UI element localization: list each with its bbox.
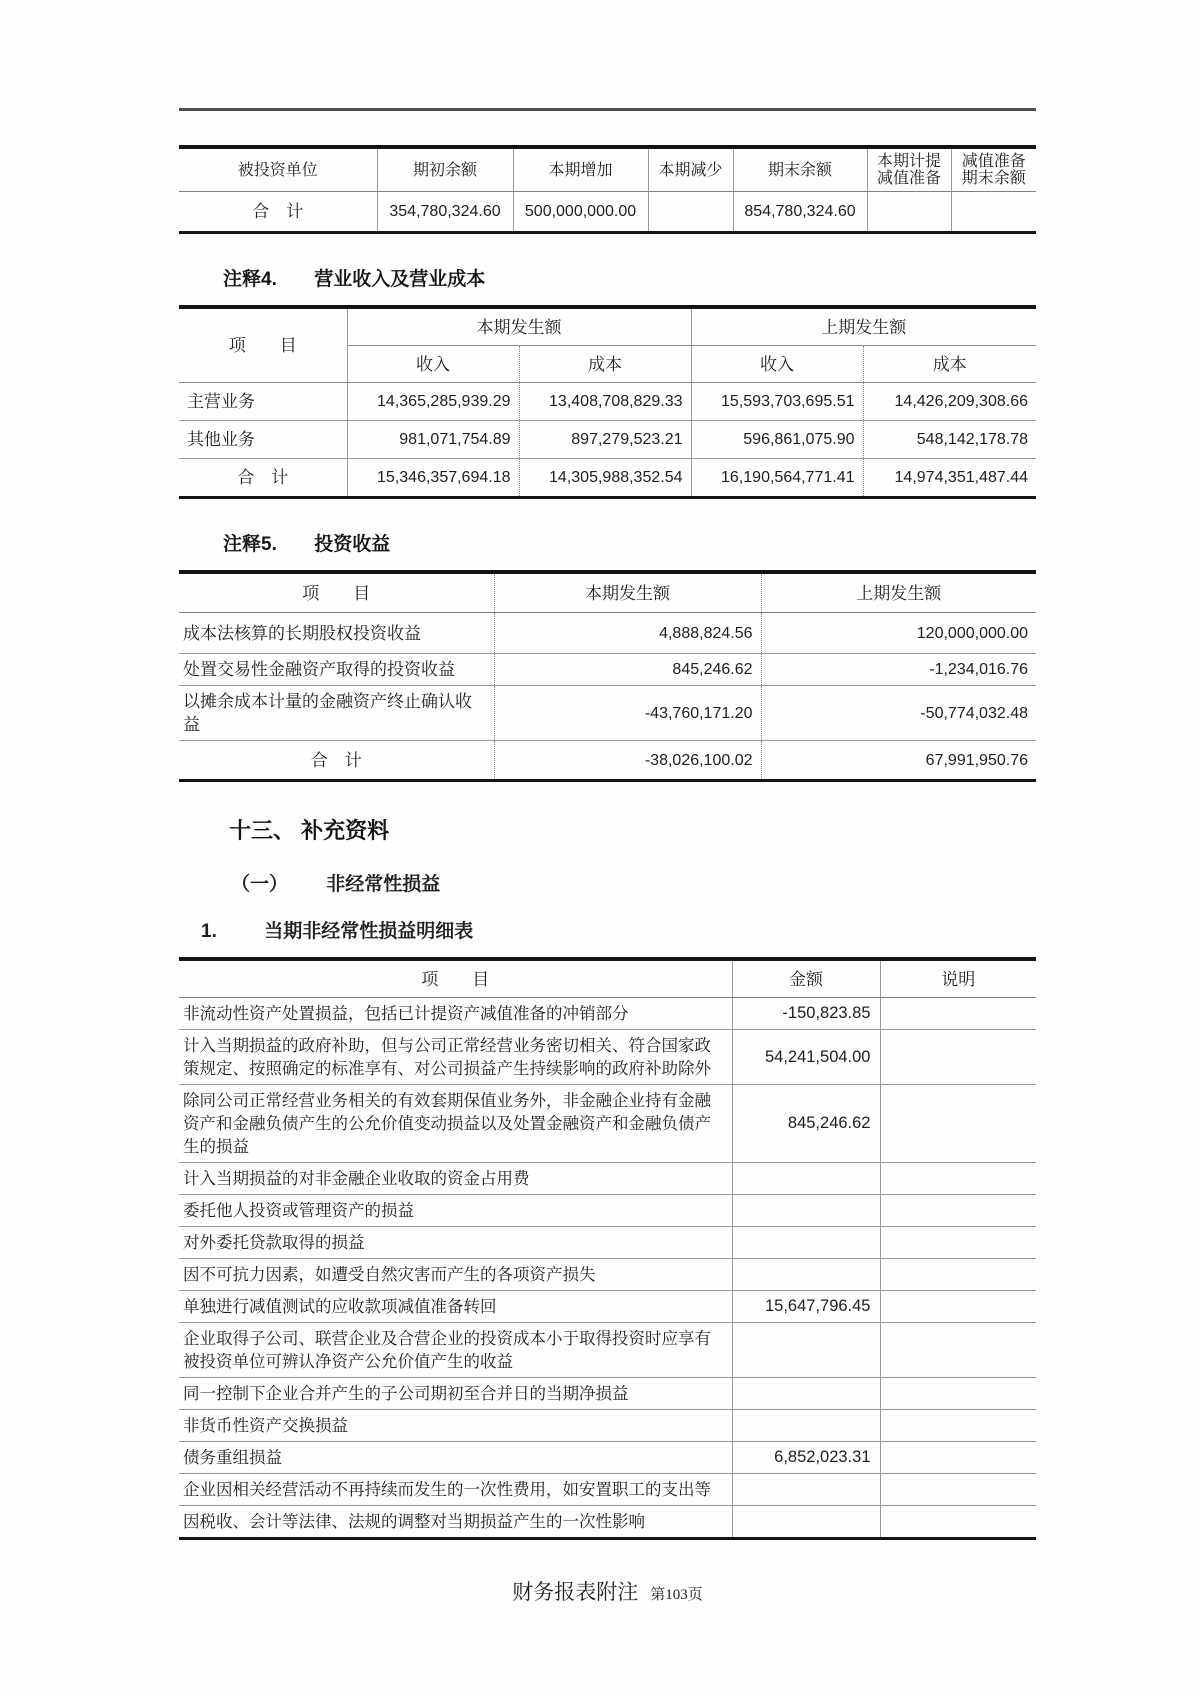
table-row-total (179, 741, 1036, 781)
item-label: 除同公司正常经营业务相关的有效套期保值业务外，非金融企业持有金融资产和金融负债产生的公允价值变动损益以及处置金融资产和金融负债产生的损益 (179, 1085, 732, 1163)
table-row (179, 613, 1036, 654)
note-value (880, 1259, 1036, 1291)
increase-value: 500,000,000.00 (513, 192, 648, 233)
col-ending-balance: 期末余额 (733, 147, 867, 192)
note-value (880, 1442, 1036, 1474)
note4-title: 营业收入及营业成本 (314, 269, 486, 290)
table-row (179, 1506, 1036, 1539)
prior-cost-total: 14,974,351,487.44 (863, 459, 1036, 498)
sub2-title: 当期非经常性损益明细表 (264, 921, 474, 942)
col-current-period: 本期发生额 (494, 572, 761, 613)
table-row (179, 686, 1036, 741)
amount-value (732, 1410, 880, 1442)
ending-balance-value: 854,780,324.60 (733, 192, 867, 233)
amount-value (732, 1259, 880, 1291)
prior-income-value: 15,593,703,695.51 (691, 383, 863, 421)
item-label: 同一控制下企业合并产生的子公司期初至合并日的当期净损益 (179, 1378, 732, 1410)
item-label: 对外委托贷款取得的损益 (179, 1227, 732, 1259)
current-cost-value: 13,408,708,829.33 (519, 383, 691, 421)
amount-value: -150,823.85 (732, 998, 880, 1030)
col-endprov-line1: 减值准备 (961, 153, 1026, 170)
item-label: 单独进行减值测试的应收款项减值准备转回 (179, 1291, 732, 1323)
col-endprov-line2: 期末余额 (961, 170, 1026, 187)
item-label: 债务重组损益 (179, 1442, 732, 1474)
table-row (179, 1378, 1036, 1410)
note-value (880, 1410, 1036, 1442)
current-income-total: 15,346,357,694.18 (347, 459, 519, 498)
ending-provision-value (951, 192, 1036, 233)
prior-cost-value: 14,426,209,308.66 (863, 383, 1036, 421)
section13-sub1-heading (231, 869, 1036, 896)
amount-value: 6,852,023.31 (732, 1442, 880, 1474)
table-row (179, 1291, 1036, 1323)
sub2-number: 1. (201, 921, 217, 942)
table-row (179, 1474, 1036, 1506)
col-current-decrease: 本期减少 (648, 147, 733, 192)
table-row-main-business (179, 383, 1036, 421)
item-label: 计入当期损益的对非金融企业收取的资金占用费 (179, 1163, 732, 1195)
group-current-period: 本期发生额 (347, 307, 691, 346)
section13-sub2-heading (201, 916, 1036, 943)
table-header-row (179, 147, 1036, 192)
table-row-total (179, 192, 1036, 233)
amount-value: 15,647,796.45 (732, 1291, 880, 1323)
item-label: 委托他人投资或管理资产的损益 (179, 1195, 732, 1227)
col-amount: 金额 (732, 959, 880, 998)
note-value (880, 1227, 1036, 1259)
footer-title: 财务报表附注 (512, 1580, 639, 1604)
col-current-cost: 成本 (519, 346, 691, 383)
note-value (880, 1085, 1036, 1163)
item-label: 非货币性资产交换损益 (179, 1410, 732, 1442)
amount-value (732, 1474, 880, 1506)
note-value (880, 1030, 1036, 1085)
current-income-value: 981,071,754.89 (347, 421, 519, 459)
note-value (880, 1323, 1036, 1378)
decrease-value (648, 192, 733, 233)
current-cost-value: 897,279,523.21 (519, 421, 691, 459)
note-value (880, 1291, 1036, 1323)
note5-title: 投资收益 (314, 534, 391, 555)
page-footer (179, 1576, 1036, 1606)
section13-heading: 十三、 补充资料 (229, 818, 390, 843)
current-value: 4,888,824.56 (494, 613, 761, 654)
total-label: 合 计 (237, 468, 289, 487)
table-row (179, 1163, 1036, 1195)
amount-value (732, 1323, 880, 1378)
prior-value: 120,000,000.00 (761, 613, 1036, 654)
item-label: 处置交易性金融资产取得的投资收益 (179, 654, 494, 686)
table-row (179, 1085, 1036, 1163)
total-label: 合 计 (252, 202, 304, 221)
amount-value (732, 1195, 880, 1227)
item-label: 其他业务 (179, 421, 347, 459)
current-value: 845,246.62 (494, 654, 761, 686)
note-value (880, 1506, 1036, 1539)
col-provision-ending (951, 147, 1036, 192)
note4-label: 注释4. (223, 269, 277, 290)
item-label: 企业取得子公司、联营企业及合营企业的投资成本小于取得投资时应享有被投资单位可辨认净资产公允价值产生的收益 (179, 1323, 732, 1378)
note-value (880, 1378, 1036, 1410)
page-top-rule (179, 108, 1036, 111)
investment-income-table (179, 570, 1036, 782)
table-row (179, 654, 1036, 686)
col-prior-income: 收入 (691, 346, 863, 383)
col-current-increase: 本期增加 (513, 147, 648, 192)
current-income-value: 14,365,285,939.29 (347, 383, 519, 421)
amount-value: 845,246.62 (732, 1085, 880, 1163)
item-label: 因税收、会计等法律、法规的调整对当期损益产生的一次性影响 (183, 1512, 645, 1531)
sub1-title: 非经常性损益 (326, 874, 441, 895)
table-row (179, 1195, 1036, 1227)
nonrecurring-items-table (179, 957, 1036, 1540)
col-item: 项 目 (179, 572, 494, 613)
table-row-total (179, 459, 1036, 498)
table-row-other-business (179, 421, 1036, 459)
col-prior-cost: 成本 (863, 346, 1036, 383)
prior-income-total: 16,190,564,771.41 (691, 459, 863, 498)
amount-value (732, 1227, 880, 1259)
table-row (179, 1227, 1036, 1259)
note5-heading (223, 529, 1036, 556)
table-group-header-row (179, 307, 1036, 346)
sub1-label: （一） (231, 874, 289, 895)
current-cost-total: 14,305,988,352.54 (519, 459, 691, 498)
amount-value: 54,241,504.00 (732, 1030, 880, 1085)
col-beginning-balance: 期初余额 (377, 147, 513, 192)
group-prior-period: 上期发生额 (691, 307, 1036, 346)
col-provision-line2: 减值准备 (876, 170, 941, 187)
page-content (179, 0, 1036, 1606)
col-current-income: 收入 (347, 346, 519, 383)
item-label: 以摊余成本计量的金融资产终止确认收益 (179, 686, 494, 741)
amount-value (732, 1163, 880, 1195)
prior-value: -1,234,016.76 (761, 654, 1036, 686)
item-label: 企业因相关经营活动不再持续而发生的一次性费用，如安置职工的支出等 (179, 1474, 732, 1506)
prior-cost-value: 548,142,178.78 (863, 421, 1036, 459)
current-value: -43,760,171.20 (494, 686, 761, 741)
prior-total: 67,991,950.76 (761, 741, 1036, 781)
table-row (179, 998, 1036, 1030)
note4-heading (223, 264, 1036, 291)
amount-value (732, 1378, 880, 1410)
item-label: 因不可抗力因素，如遭受自然灾害而产生的各项资产损失 (179, 1259, 732, 1291)
prior-value: -50,774,032.48 (761, 686, 1036, 741)
provision-value (867, 192, 951, 233)
beginning-balance-value: 354,780,324.60 (377, 192, 513, 233)
col-prior-period: 上期发生额 (761, 572, 1036, 613)
col-provision-line1: 本期计提 (876, 153, 941, 170)
table-row (179, 1259, 1036, 1291)
prior-income-value: 596,861,075.90 (691, 421, 863, 459)
table-header-row (179, 572, 1036, 613)
investment-summary-table (179, 145, 1036, 234)
amount-value (732, 1506, 880, 1539)
footer-page-number: 第103页 (650, 1587, 703, 1603)
item-label: 非流动性资产处置损益，包括已计提资产减值准备的冲销部分 (179, 998, 732, 1030)
current-total: -38,026,100.02 (494, 741, 761, 781)
note5-label: 注释5. (223, 534, 277, 555)
col-invested-unit: 被投资单位 (179, 147, 377, 192)
revenue-cost-table (179, 305, 1036, 499)
col-note: 说明 (880, 959, 1036, 998)
col-item: 项 目 (179, 307, 347, 383)
note-value (880, 998, 1036, 1030)
col-item: 项 目 (179, 959, 732, 998)
item-label: 计入当期损益的政府补助，但与公司正常经营业务密切相关、符合国家政策规定、按照确定的标准享有、对公司损益产生持续影响的政府补助除外 (179, 1030, 732, 1085)
note-value (880, 1163, 1036, 1195)
table-row (179, 1410, 1036, 1442)
total-label: 合 计 (310, 750, 362, 770)
table-row (179, 1030, 1036, 1085)
item-label: 成本法核算的长期股权投资收益 (179, 613, 494, 654)
table-header-row (179, 959, 1036, 998)
note-value (880, 1195, 1036, 1227)
item-label: 主营业务 (179, 383, 347, 421)
col-provision-current (867, 147, 951, 192)
table-row (179, 1442, 1036, 1474)
table-row (179, 1323, 1036, 1378)
note-value (880, 1474, 1036, 1506)
